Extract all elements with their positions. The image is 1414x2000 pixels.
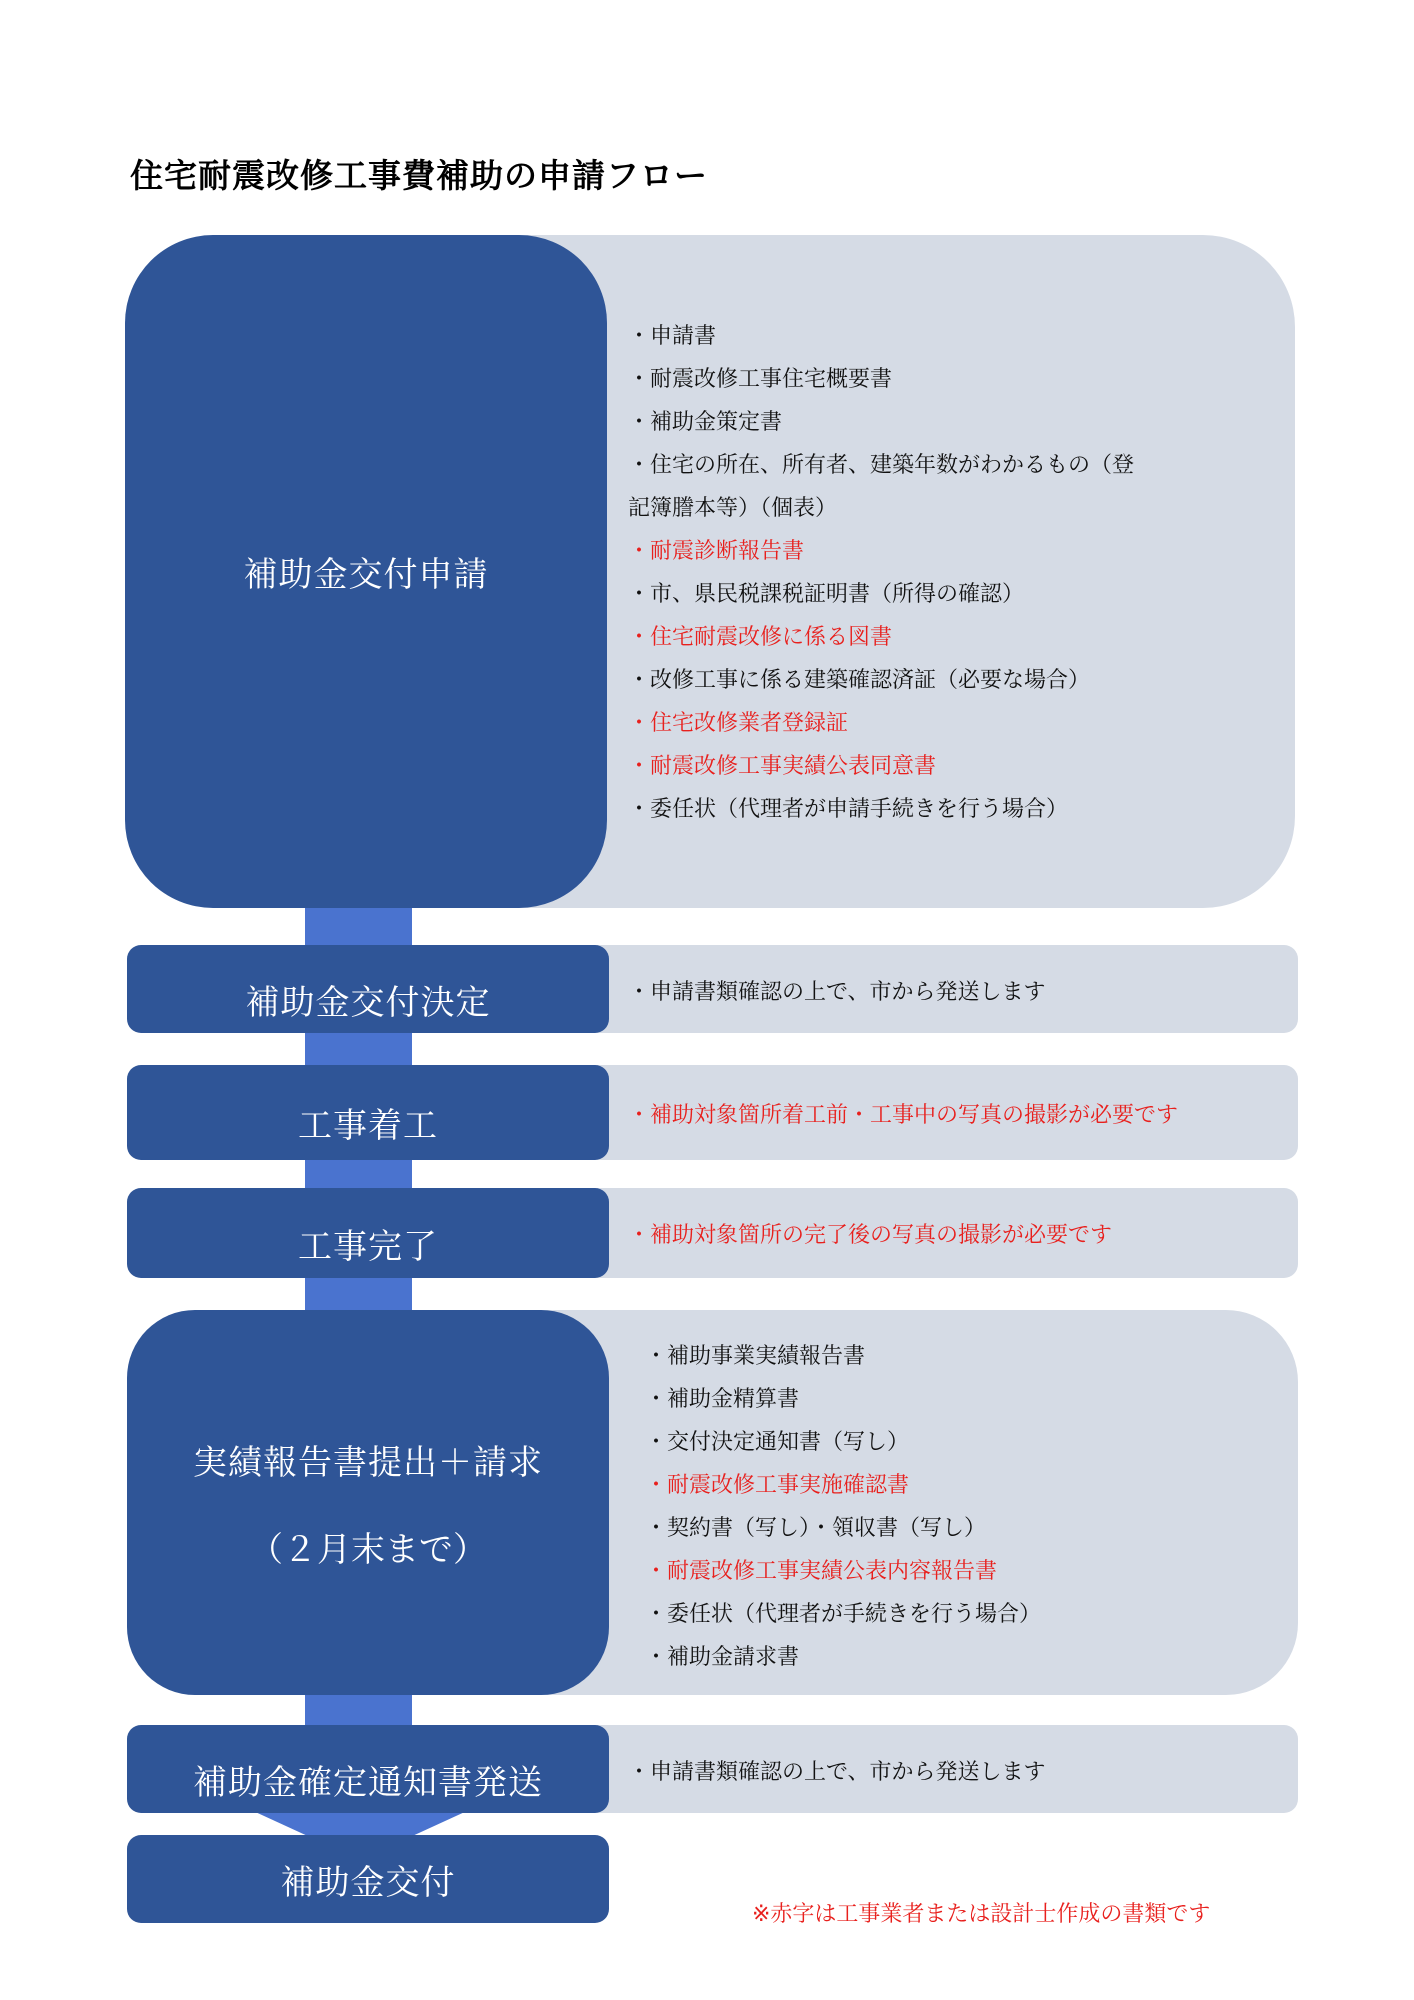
list-item: ・契約書（写し）・領収書（写し）: [645, 1516, 987, 1541]
step-4-note: ・補助対象箇所の完了後の写真の撮影が必要です: [628, 1223, 1113, 1248]
flow-connector: [305, 1275, 412, 1310]
list-item: ・耐震改修工事住宅概要書: [628, 367, 893, 392]
step-4-box: [127, 1188, 609, 1278]
step-2-note: ・申請書類確認の上で、市から発送します: [628, 980, 1046, 1005]
step-label: 補助金確定通知書発送: [193, 1762, 543, 1803]
list-item: ・補助金策定書: [628, 410, 783, 435]
list-item: ・住宅耐震改修に係る図書: [628, 625, 893, 650]
step-5-box: [127, 1310, 609, 1695]
step-3-box: [127, 1065, 609, 1160]
step-1-document-list: [628, 315, 1134, 831]
step-6-box: [127, 1725, 609, 1813]
list-item: ・補助金精算書: [645, 1387, 800, 1412]
list-item: ・交付決定通知書（写し）: [645, 1430, 910, 1455]
step-label: 工事着工: [298, 1106, 438, 1146]
list-item: ・申請書: [628, 324, 717, 349]
list-item: ・耐震診断報告書: [628, 539, 805, 564]
step-1-box: [125, 235, 607, 908]
list-item: ・補助事業実績報告書: [645, 1344, 866, 1369]
list-item: ・委任状（代理者が手続きを行う場合）: [645, 1602, 1042, 1627]
list-item-line: ・住宅の所在、所有者、建築年数がわかるもの（登: [628, 453, 1135, 478]
flow-connector: [305, 905, 412, 945]
step-2-box: [127, 945, 609, 1033]
step-7-box: [127, 1835, 609, 1923]
list-item: ・市、県民税課税証明書（所得の確認）: [628, 582, 1025, 607]
list-item: ・改修工事に係る建築確認済証（必要な場合）: [628, 668, 1091, 693]
step-deadline: （２月末まで）: [249, 1529, 487, 1570]
page-title: 住宅耐震改修工事費補助の申請フロー: [130, 156, 708, 195]
list-item: ・耐震改修工事実施確認書: [645, 1473, 910, 1498]
step-5-document-list: [645, 1335, 1041, 1679]
step-label: 補助金交付決定: [245, 982, 491, 1023]
list-item: ・補助金請求書: [645, 1645, 800, 1670]
flow-connector: [305, 1158, 412, 1188]
step-label: 工事完了: [298, 1226, 438, 1267]
flow-connector: [305, 1030, 412, 1065]
list-item: ・耐震改修工事実績公表同意書: [628, 754, 937, 779]
step-label: 実績報告書提出＋請求: [193, 1442, 543, 1483]
list-item: ・耐震改修工事実績公表内容報告書: [645, 1559, 998, 1584]
legend-note: ※赤字は工事業者または設計士作成の書類です: [752, 1902, 1211, 1927]
step-6-note: ・申請書類確認の上で、市から発送します: [628, 1760, 1046, 1785]
list-item: ・住宅改修業者登録証: [628, 711, 849, 736]
flow-connector: [305, 1690, 412, 1725]
step-label: 補助金交付申請: [243, 555, 489, 595]
step-label: 補助金交付: [280, 1862, 456, 1903]
step-3-note: ・補助対象箇所着工前・工事中の写真の撮影が必要です: [628, 1103, 1179, 1128]
list-item: ・委任状（代理者が申請手続きを行う場合）: [628, 797, 1069, 822]
list-item-continuation: 記簿謄本等）（個表）: [628, 496, 838, 521]
list-item: [628, 444, 1134, 530]
